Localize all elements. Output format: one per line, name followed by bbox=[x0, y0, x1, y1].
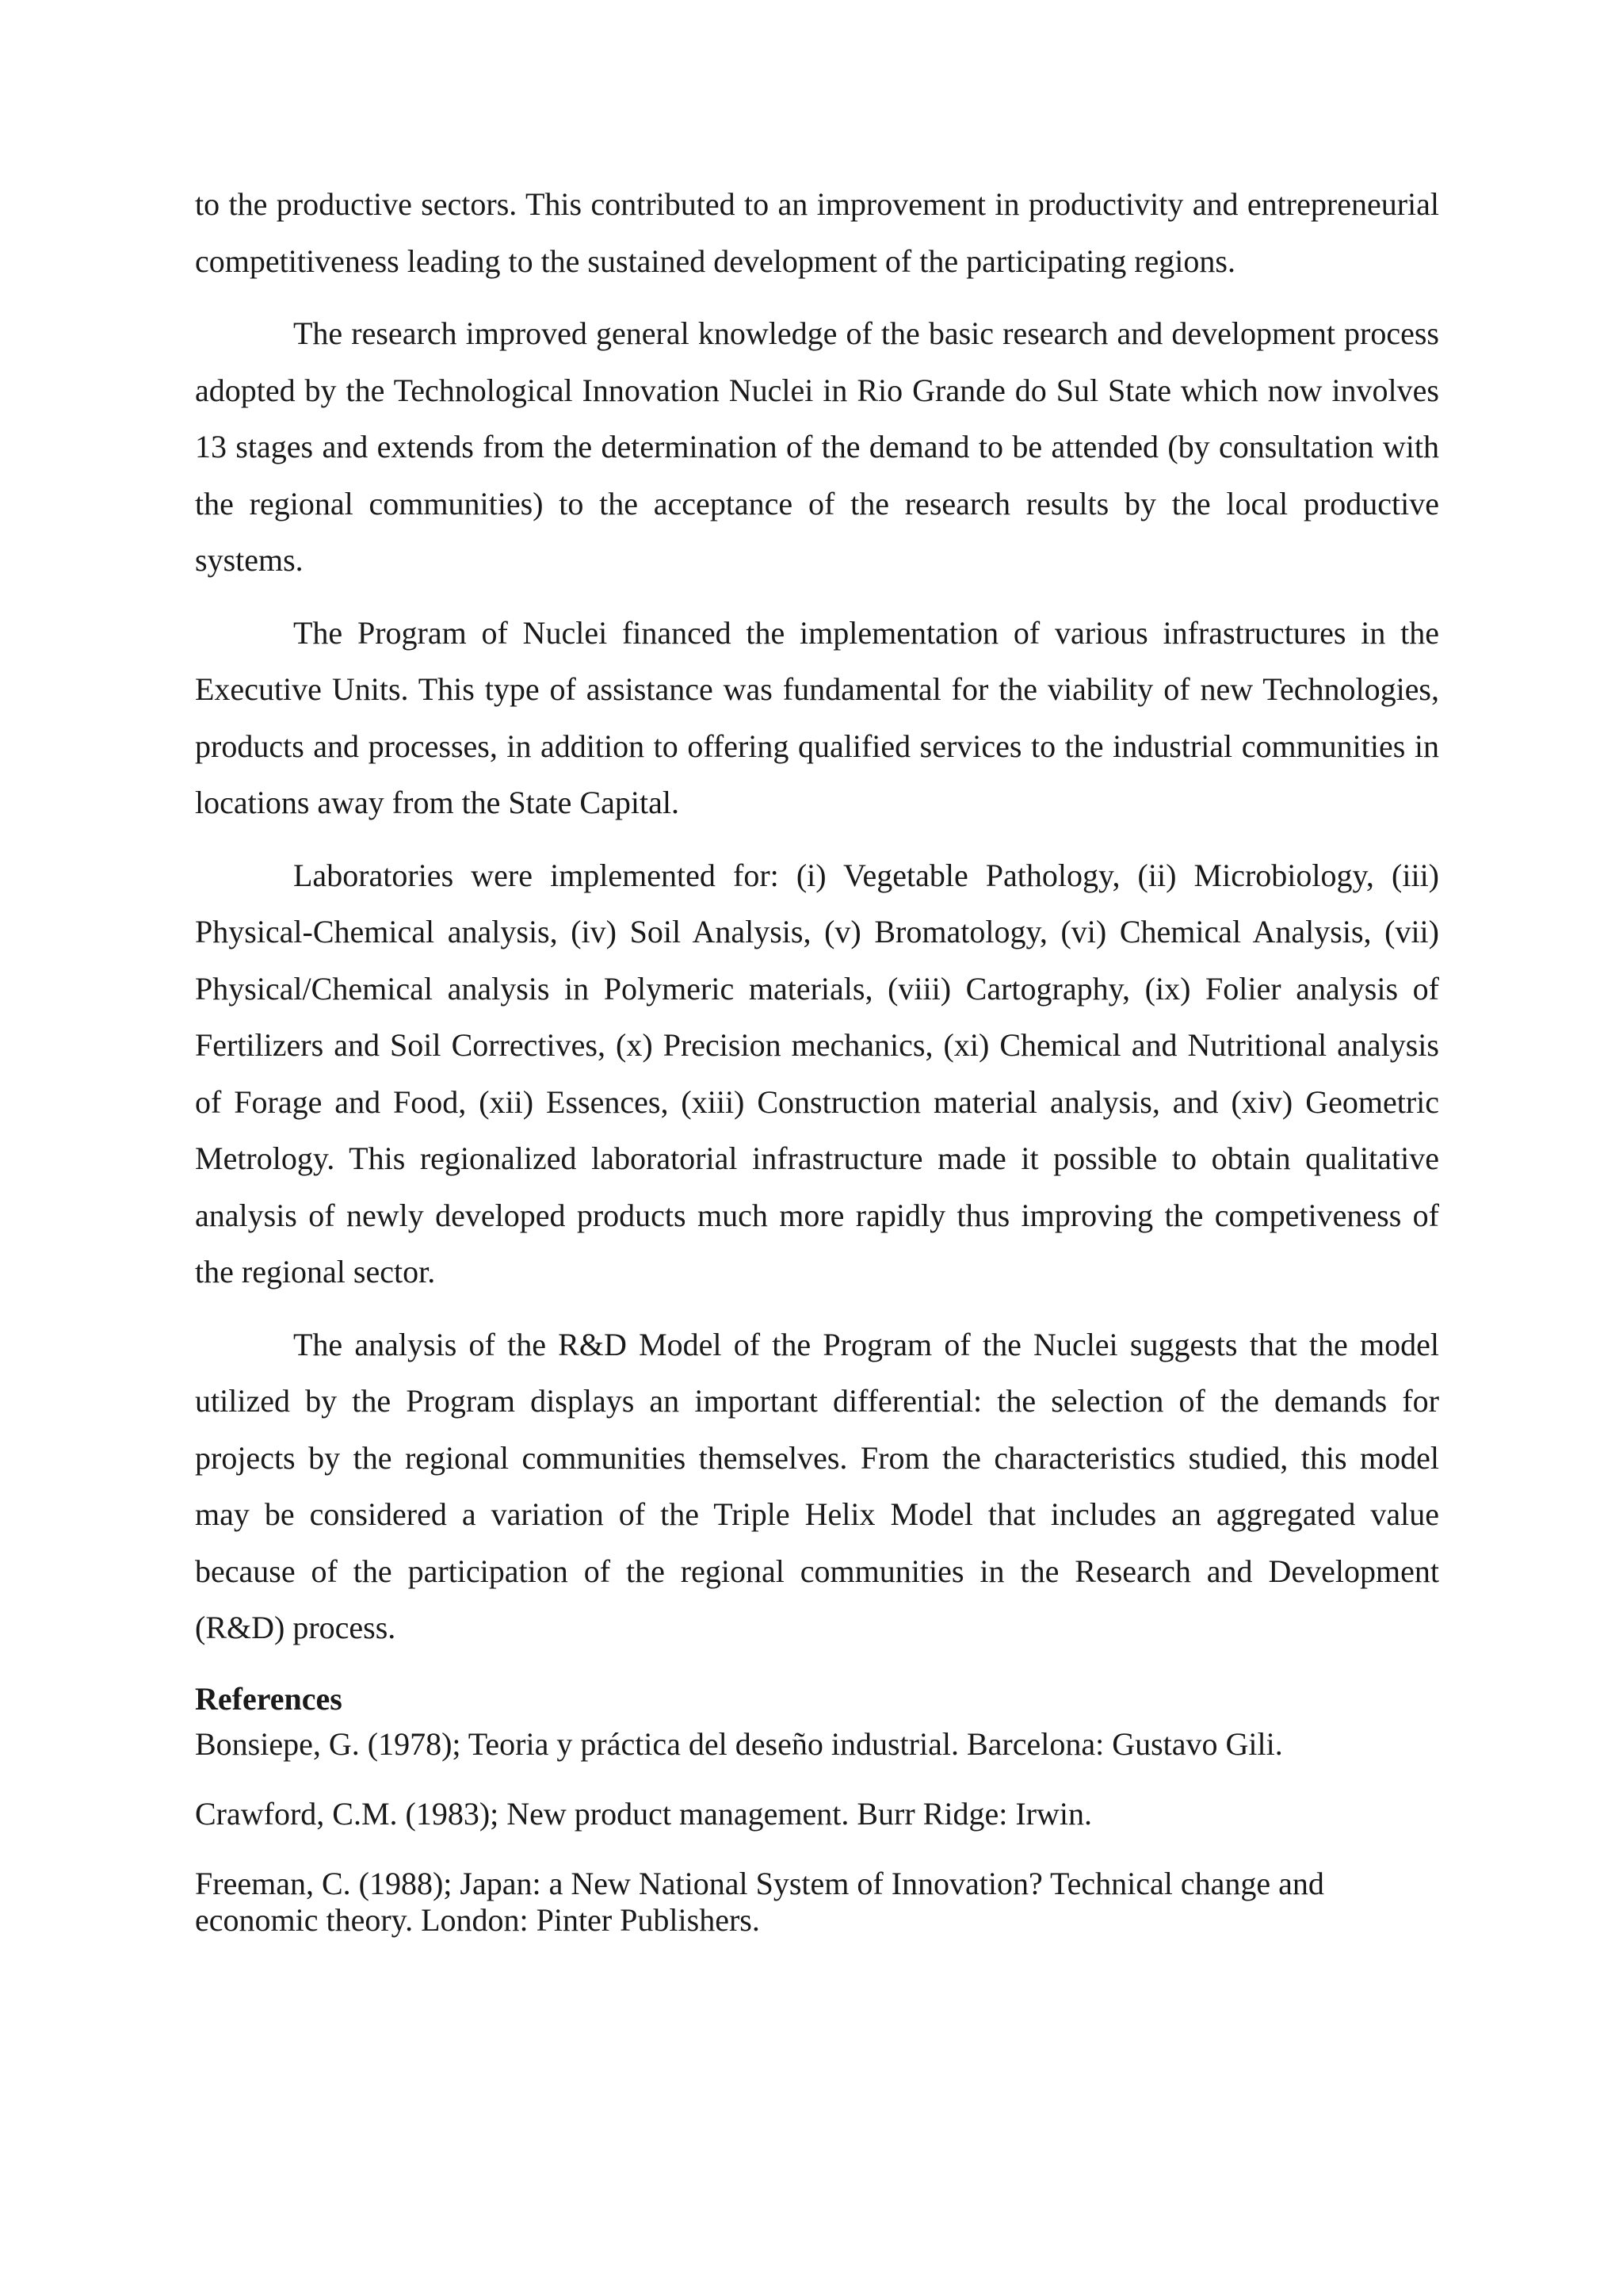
paragraph-research-process: The research improved general knowledge of the basic research and development process adopted by the Technological Innovation Nuclei in Rio Grande do Sul State which now involves 13 stages and extends from the determination of the demand to be attended (by consultation with the regional communities) to the acceptance of the research results by the local productive systems. bbox=[195, 315, 1439, 578]
reference-item: Bonsiepe, G. (1978); Teoria y práctica del deseño industrial. Barcelona: Gustavo Gili. bbox=[195, 1725, 1283, 1762]
paragraph-continuation: to the productive sectors. This contributed to an improvement in productivity and entrepreneurial competitiveness leading to the sustained development of the participating regions. bbox=[195, 186, 1439, 279]
paragraph-laboratories: Laboratories were implemented for: (i) Vegetable Pathology, (ii) Microbiology, (iii) Physical-Chemical analysis, (iv) Soil Analysis, (v) Bromatology, (vi) Chemical Analysis, (vii) Physical/Chemical analysis in Polymeric materials, (viii) Cartography, (ix) Folier analysis of Fertilizers and Soil Correctives, (x) Precision mechanics, (xi) Chemical and Nutritional analysis of Forage and Food, (xii) Essences, (xiii) Construction material analysis, and (xiv) Geometric Metrology. This regionalized laboratorial infrastructure made it possible to obtain qualitative analysis of newly developed products much more rapidly thus improving the competiveness of the regional sector. bbox=[195, 857, 1439, 1289]
document-page bbox=[195, 176, 1439, 1939]
references-heading: References bbox=[195, 1680, 342, 1717]
paragraph-program-infrastructure: The Program of Nuclei financed the implementation of various infrastructures in the Executive Units. This type of assistance was fundamental for the viability of new Technologies, products and processes, in addition to offering qualified services to the industrial communities in locations away from the State Capital. bbox=[195, 614, 1439, 820]
reference-item: Crawford, C.M. (1983); New product management. Burr Ridge: Irwin. bbox=[195, 1795, 1092, 1832]
paragraph-rd-model-analysis: The analysis of the R&D Model of the Program of the Nuclei suggests that the model utilized by the Program displays an important differential: the selection of the demands for projects by the regional communities themselves. From the characteristics studied, this model may be considered a variation of the Triple Helix Model that includes an aggregated value because of the participation of the regional communities in the Research and Development (R&D) process. bbox=[195, 1326, 1439, 1645]
reference-item: Freeman, C. (1988); Japan: a New National System of Innovation? Technical change and economic theory. London: Pinter Publishers. bbox=[195, 1865, 1324, 1938]
references-list bbox=[195, 1726, 1439, 1939]
